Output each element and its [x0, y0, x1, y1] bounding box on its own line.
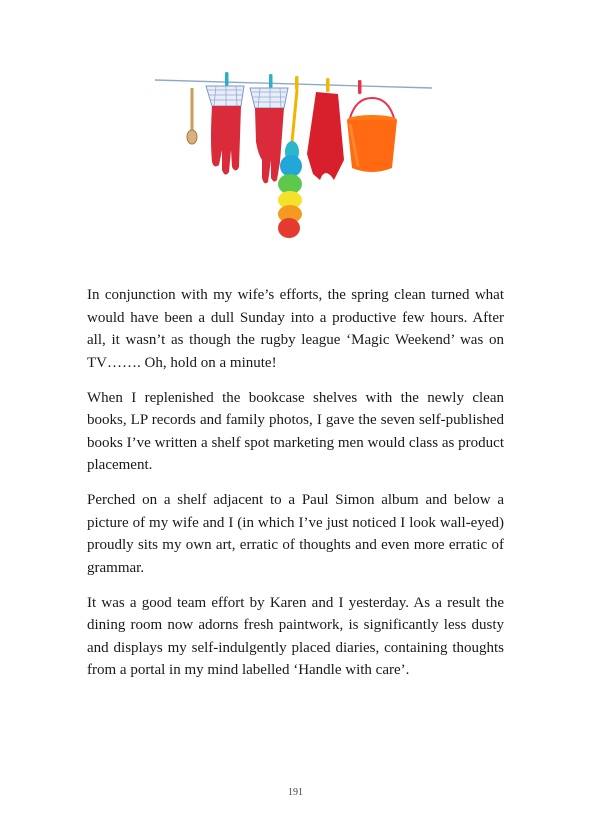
paragraph: In conjunction with my wife’s efforts, the spring clean turned what would have been a dull Sunday into a productive few hours. After all, it wasn’t as though the rugby league ‘Magic Weekend’ was on TV……. Oh, hold on a minute! — [87, 287, 504, 371]
peg-icon — [269, 74, 273, 88]
paragraph: Perched on a shelf adjacent to a Paul Simon album and below a picture of my wife and I (in which I’ve just noticed I look wall-eyed) proudly sits my own art, erratic of thoughts and even more erratic of grammar. — [87, 492, 504, 576]
red-cloth-icon — [307, 92, 344, 180]
peg-icon — [225, 72, 229, 86]
body-text — [87, 284, 504, 694]
paragraph: When I replenished the bookcase shelves with the newly clean books, LP records and family photos, I gave the seven self-published books I’ve written a shelf spot marketing men would class as product placement. — [87, 389, 504, 473]
peg-icon — [295, 76, 299, 90]
rubber-glove-icon — [206, 86, 244, 175]
clothesline-cleaning-illustration — [150, 62, 440, 252]
bucket-icon — [347, 98, 397, 172]
page-number: 191 — [288, 787, 303, 798]
paragraph: It was a good team effort by Karen and I yesterday. As a result the dining room now adorns fresh paintwork, is significantly less dusty and displays my self-indulgently placed diaries, containing thoughts from a portal in my mind labelled ‘Handle with care’. — [87, 594, 504, 678]
peg-icon — [326, 78, 330, 92]
peg-icon — [358, 80, 362, 94]
clothesline — [155, 80, 432, 88]
brush-icon — [187, 88, 197, 144]
